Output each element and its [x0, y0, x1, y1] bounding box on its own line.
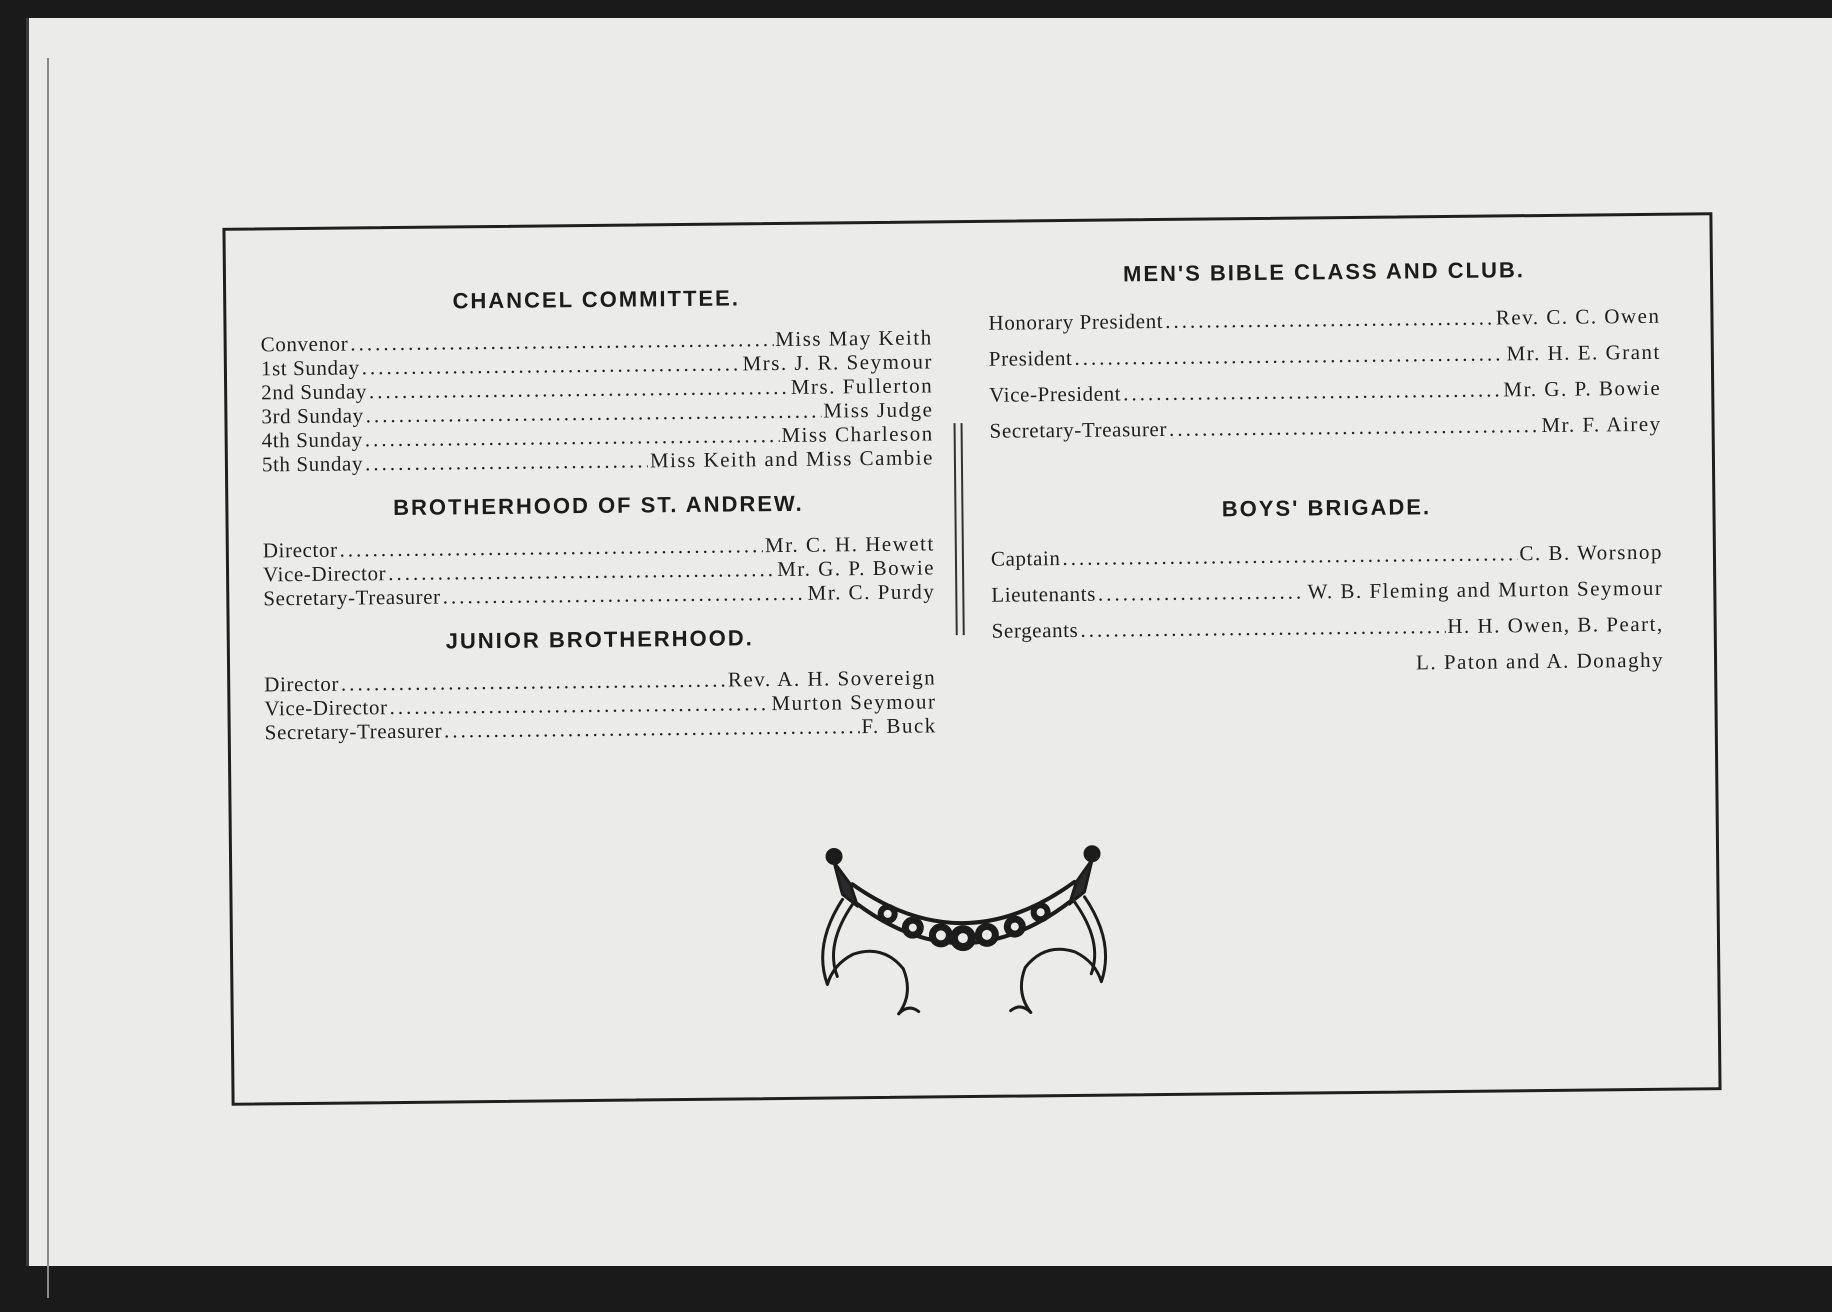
member-name: Miss Keith and Miss Cambie [649, 445, 935, 473]
member-name: W. B. Fleming and Murton Seymour [1307, 575, 1664, 604]
member-name: H. H. Owen, B. Peart, [1447, 611, 1664, 639]
role-label: Captain [990, 546, 1061, 571]
page-fold-line [47, 58, 49, 1298]
right-column [988, 256, 1664, 685]
document-page [26, 18, 1832, 1266]
member-name: C. B. Worsnop [1519, 539, 1664, 566]
member-name: Mr. G. P. Bowie [1503, 375, 1662, 402]
list-item [989, 406, 1661, 449]
member-name-continuation: L. Paton and A. Donaghy [1415, 647, 1665, 675]
role-label: Vice-President [989, 381, 1122, 407]
role-label: Secretary-Treasurer [263, 584, 441, 611]
junior-brotherhood-list [264, 665, 937, 744]
role-label: Director [264, 671, 340, 697]
column-divider [954, 423, 965, 635]
spacer [990, 442, 1662, 499]
garland-ornament [812, 842, 1114, 1025]
member-name: Mrs. J. R. Seymour [742, 349, 934, 376]
member-name: Miss Judge [823, 397, 934, 423]
leader-dots [1074, 335, 1504, 376]
member-name: Mr. H. E. Grant [1506, 339, 1661, 366]
leader-dots [443, 581, 806, 609]
leader-dots [1165, 300, 1494, 339]
leader-dots [1062, 535, 1517, 576]
mens-bible-class-title: MEN'S BIBLE CLASS AND CLUB. [1122, 257, 1526, 287]
left-column [260, 283, 937, 744]
role-label: Honorary President [988, 308, 1164, 335]
leader-dots [444, 714, 860, 742]
role-label: Vice-Director [262, 561, 387, 587]
role-label: 5th Sunday [261, 451, 364, 477]
role-label: 4th Sunday [261, 427, 363, 453]
role-label: Convenor [260, 331, 349, 357]
role-label: Secretary-Treasurer [989, 416, 1168, 443]
brotherhood-title: BROTHERHOOD OF ST. ANDREW. [392, 490, 804, 521]
leader-dots [1080, 608, 1445, 648]
role-label: 2nd Sunday [261, 379, 368, 405]
member-name: Rev. C. C. Owen [1495, 303, 1661, 330]
role-label: 1st Sunday [260, 355, 360, 381]
member-name: Miss Charleson [781, 421, 934, 447]
bordered-frame [222, 212, 1721, 1106]
role-label: President [988, 345, 1073, 371]
boys-brigade-list [991, 534, 1664, 685]
member-name: Mr. G. P. Bowie [777, 555, 936, 582]
member-name: Mrs. Fullerton [790, 373, 934, 399]
leader-dots [1123, 371, 1502, 411]
role-label: Lieutenants [991, 581, 1097, 607]
member-name: Rev. A. H. Sovereign [727, 665, 937, 692]
member-name: Miss May Keith [775, 325, 933, 352]
role-label: Secretary-Treasurer [264, 718, 443, 745]
role-label: 3rd Sunday [261, 403, 364, 429]
mens-bible-class-list [988, 298, 1661, 449]
role-label: Sergeants [991, 617, 1079, 643]
member-name: Mr. C. H. Hewett [764, 531, 935, 558]
chancel-committee-list [261, 325, 934, 476]
leader-dots [1098, 574, 1306, 612]
leader-dots [365, 448, 648, 475]
chancel-committee-title: CHANCEL COMMITTEE. [452, 285, 741, 314]
junior-brotherhood-title: JUNIOR BROTHERHOOD. [445, 625, 754, 654]
brotherhood-list [263, 531, 936, 610]
role-label: Vice-Director [264, 695, 388, 721]
member-name: Mr. C. Purdy [807, 579, 936, 605]
boys-brigade-title: BOYS' BRIGADE. [1221, 494, 1432, 522]
member-name: F. Buck [861, 713, 937, 739]
member-name: Mr. F. Airey [1541, 411, 1662, 438]
role-label: Director [262, 537, 338, 563]
leader-dots [1169, 407, 1540, 447]
member-name: Murton Seymour [771, 689, 937, 716]
